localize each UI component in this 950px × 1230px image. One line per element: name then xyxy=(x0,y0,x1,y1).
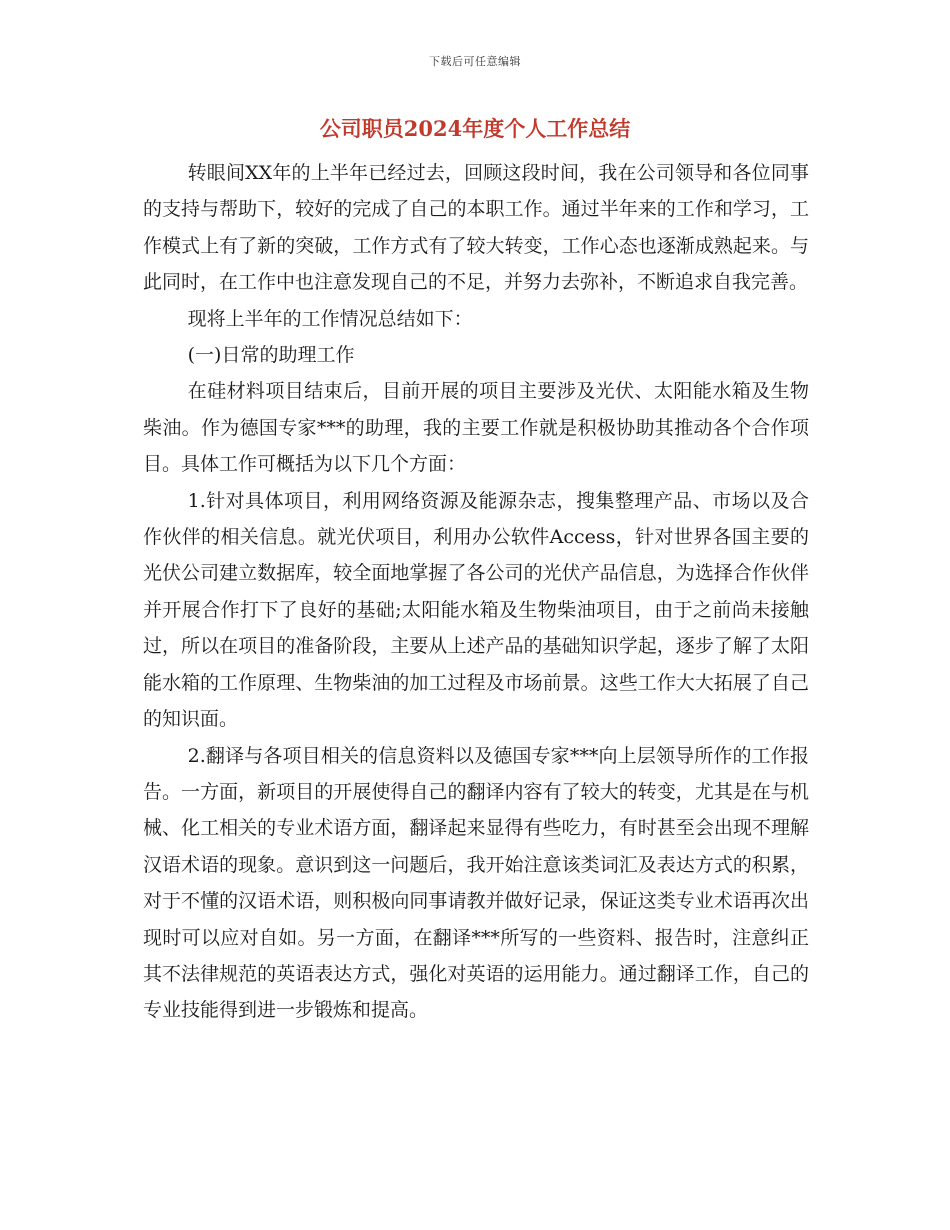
document-body xyxy=(143,155,809,1029)
section-heading-daily-work: (一)日常的助理工作 xyxy=(187,344,355,367)
header-note: 下载后可任意编辑 xyxy=(429,55,521,68)
paragraph-item-1: 1.针对具体项目，利用网络资源及能源杂志，搜集整理产品、市场以及合作伙伴的相关信息。就光伏项目，利用办公软件Access，针对世界各国主要的光伏公司建立数据库，较全面地掌握了各公司的光伏产品信息，为选择合作伙伴并开展合作打下了良好的基础;太阳能水箱及生物柴油项目，由于之前尚未接触过，所以在项目的准备阶段，主要从上述产品的基础知识学起，逐步了解了太阳能水箱的工作原理、生物柴油的加工过程及市场前景。这些工作大大拓展了自己的知识面。 xyxy=(143,489,809,731)
paragraph-item-2: 2.翻译与各项目相关的信息资料以及德国专家***向上层领导所作的工作报告。一方面，新项目的开展使得自己的翻译内容有了较大的转变，尤其是在与机械、化工相关的专业术语方面，翻译起来显得有些吃力，有时甚至会出现不理解汉语术语的现象。意识到这一问题后，我开始注意该类词汇及表达方式的积累，对于不懂的汉语术语，则积极向同事请教并做好记录，保证这类专业术语再次出现时可以应对自如。另一方面，在翻译***所写的一些资料、报告时，注意纠正其不法律规范的英语表达方式，强化对英语的运用能力。通过翻译工作，自己的专业技能得到进一步锻炼和提高。 xyxy=(143,744,809,1022)
document-title: 公司职员2024年度个人工作总结 xyxy=(319,116,631,141)
paragraph-summary-lead: 现将上半年的工作情况总结如下： xyxy=(187,307,473,330)
paragraph-intro: 转眼间XX年的上半年已经过去，回顾这段时间，我在公司领导和各位同事的支持与帮助下，较好的完成了自己的本职工作。通过半年来的工作和学习，工作模式上有了新的突破，工作方式有了较大转变，工作心态也逐渐成熟起来。与此同时，在工作中也注意发现自己的不足，并努力去弥补，不断追求自我完善。 xyxy=(143,162,809,294)
paragraph-projects: 在硅材料项目结束后，目前开展的项目主要涉及光伏、太阳能水箱及生物柴油。作为德国专家***的助理，我的主要工作就是积极协助其推动各个合作项目。具体工作可概括为以下几个方面： xyxy=(143,380,809,476)
